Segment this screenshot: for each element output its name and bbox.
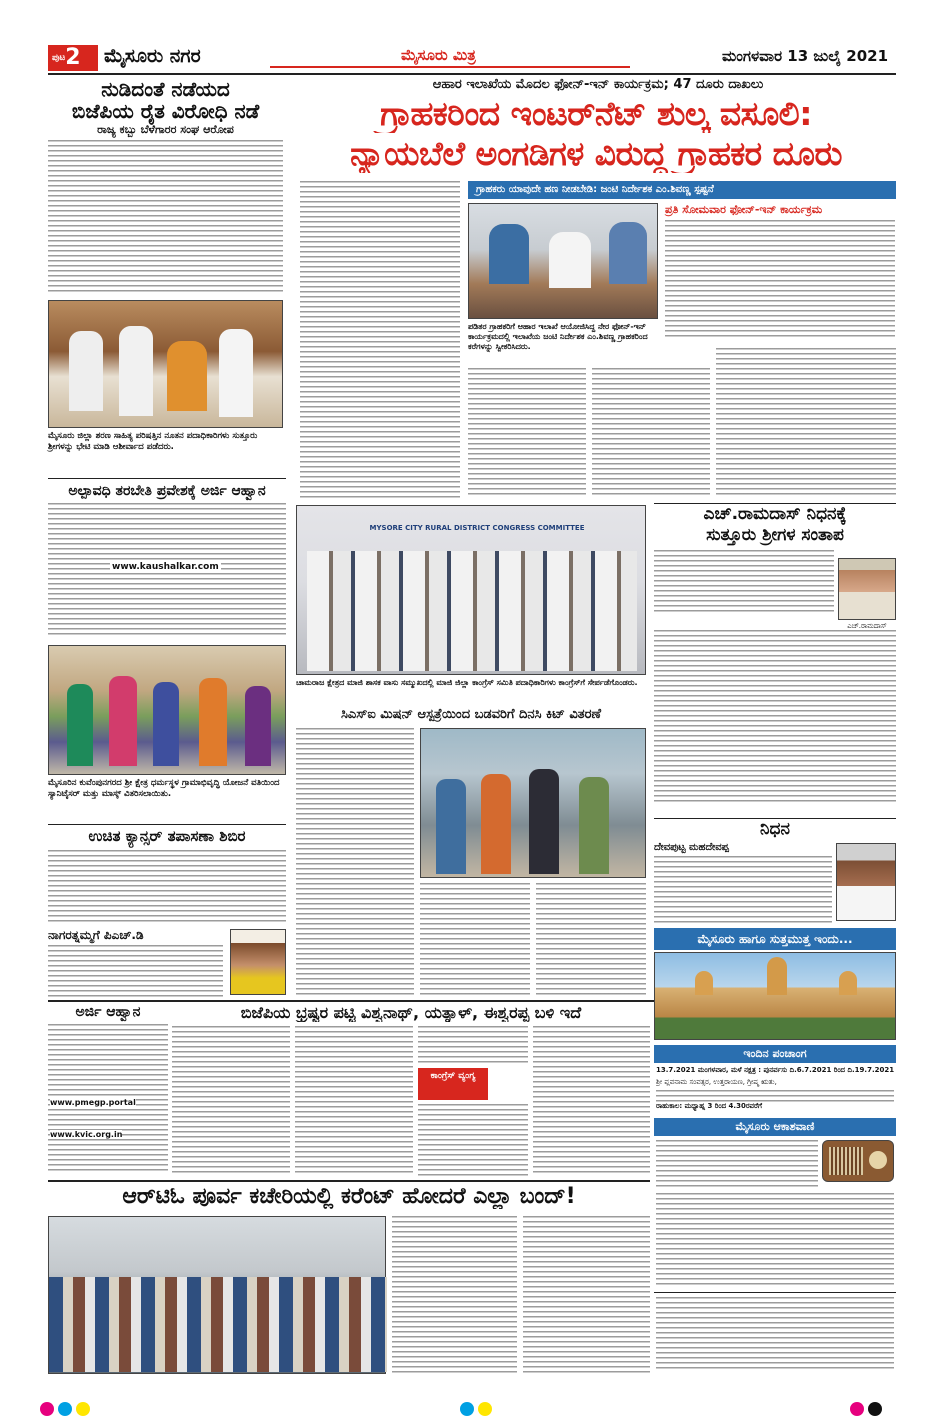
obituary-name: ದೇವಪುಟ್ಟ ಮಹದೇವಪ್ಪ <box>654 842 729 853</box>
ramdas-title-2: ಸುತ್ತೂರು ಶ್ರೀಗಳ ಸಂತಾಪ <box>706 525 844 545</box>
lead-photo <box>468 203 658 319</box>
lead-col-4 <box>592 368 710 498</box>
bjp-badge: ಕಾಂಗ್ರೆಸ್ ವ್ಯಂಗ್ಯ <box>418 1068 488 1100</box>
bjp-title: ಬಿಜೆಪಿಯ ಭ್ರಷ್ಟರ ಪಟ್ಟಿ ವಿಶ್ವನಾಥ್, ಯತ್ನಾಳ್, ಈಶ್ವರಪ್ಪ ಬಳಿ ಇದೆ <box>240 1004 582 1022</box>
ramdas-photo-label: ಎಚ್.ರಾಮದಾಸ್ <box>847 622 887 630</box>
lead-kicker: ಆಹಾರ ಇಲಾಖೆಯ ಮೊದಲ ಫೋನ್-ಇನ್ ಕಾರ್ಯಕ್ರಮ; 47 ದೂರು ದಾಖಲು <box>432 77 764 92</box>
phd-body <box>48 945 223 997</box>
notice-body <box>656 1297 894 1369</box>
lead-photo-caption: ಪಡಿತರ ಗ್ರಾಹಕರಿಗೆ ಆಹಾರ ಇಲಾಖೆ ಆಯೋಜಿಸಿದ್ದ ನೇರ ಫೋನ್-ಇನ್ ಕಾರ್ಯಕ್ರಮದಲ್ಲಿ ಇಲಾಖೆಯ ಜಂಟಿ ನಿರ್ದೇಶಕ ಎಂ.ಶಿವಣ್ಣ ಗ್ರಾಹಕರಿಂದ ಕರೆಗಳನ್ನು ಸ್ವೀಕರಿಸಿದರು. <box>468 322 648 351</box>
lead-strap: ಗ್ರಾಹಕರು ಯಾವುದೇ ಹಣ ನೀಡಬೇಡಿ: ಜಂಟಿ ನಿರ್ದೇಶಕ ಎಂ.ಶಿವಣ್ಣ ಸ್ಪಷ್ಟನೆ <box>468 181 896 199</box>
registration-mark <box>478 1402 492 1416</box>
divider <box>48 478 286 479</box>
panchanga-line-2: ಶ್ರೀ ಪ್ಲವನಾಮ ಸಂವತ್ಸರ, ಉತ್ತರಾಯಣ, ಗ್ರೀಷ್ಮ ಋತು, <box>656 1078 777 1086</box>
akashvani-title: ಮೈಸೂರು ಆಕಾಶವಾಣಿ <box>654 1118 896 1136</box>
registration-mark <box>58 1402 72 1416</box>
obituary-photo <box>836 843 896 921</box>
bjp-col-3 <box>418 1026 528 1066</box>
masthead: ಮೈಸೂರು ಮಿತ್ರ <box>395 47 482 64</box>
issue-date: ಮಂಗಳವಾರ 13 ಜುಲೈ 2021 <box>722 47 889 65</box>
application-site-2[interactable]: www.kvic.org.in <box>50 1130 123 1139</box>
section-title: ಮೈಸೂರು ನಗರ <box>104 45 201 67</box>
lead-box-body <box>665 220 895 340</box>
divider <box>48 1180 650 1182</box>
phd-title: ನಾಗರತ್ನಮ್ಮಗೆ ಪಿಎಚ್.ಡಿ <box>48 928 144 942</box>
bjp-col-1 <box>172 1026 290 1176</box>
registration-mark <box>40 1402 54 1416</box>
lead-col-1 <box>300 181 460 501</box>
divider <box>654 1292 896 1293</box>
congress-photo <box>296 505 646 675</box>
today-title: ಮೈಸೂರು ಹಾಗೂ ಸುತ್ತಮುತ್ತ ಇಂದು... <box>654 928 896 950</box>
ramdas-body-2 <box>654 630 896 805</box>
divider <box>48 824 286 825</box>
registration-mark <box>868 1402 882 1416</box>
article1-body <box>48 140 283 295</box>
rto-col-2 <box>523 1216 650 1374</box>
photo-caption-left2: ಮೈಸೂರಿನ ಕುವೆಂಪುನಗರದ ಶ್ರೀ ಕ್ಷೇತ್ರ ಧರ್ಮಸ್ಥಳ ಗ್ರಾಮಾಭಿವೃದ್ಧಿ ಯೋಜನೆ ವತಿಯಿಂದ ಸ್ಯಾನಿಟೈಸರ್ ಮತ್ತು ಮಾಸ್ಕ್ ವಿತರಿಸಲಾಯಿತು. <box>48 778 280 799</box>
obituary-title: ನಿಧನ <box>760 819 790 839</box>
congress-banner: MYSORE CITY RURAL DISTRICT CONGRESS COMMITTEE <box>369 524 585 532</box>
lead-headline-1: ಗ್ರಾಹಕರಿಂದ ಇಂಟರ್‌ನೆಟ್ ಶುಲ್ಕ ವಸೂಲಿ: <box>380 95 812 133</box>
ramdas-title-1: ಎಚ್.ರಾಮದಾಸ್ ನಿಧನಕ್ಕೆ <box>703 504 847 524</box>
header-rule <box>48 73 896 75</box>
registration-mark <box>76 1402 90 1416</box>
lead-headline-2: ನ್ಯಾಯಬೆಲೆ ಅಂಗಡಿಗಳ ವಿರುದ್ಧ ಗ್ರಾಹಕರ ದೂರು <box>350 135 842 173</box>
registration-mark <box>850 1402 864 1416</box>
article1-title-1: ನುಡಿದಂತೆ ನಡೆಯದ <box>101 77 230 101</box>
page-label: ಪುಟ <box>52 53 66 63</box>
registration-mark <box>460 1402 474 1416</box>
bjp-col-3b <box>418 1104 528 1176</box>
obituary-body <box>654 856 832 924</box>
lead-col-5 <box>716 348 896 498</box>
akashvani-body <box>656 1140 818 1190</box>
photo-caption-left: ಮೈಸೂರು ಜಿಲ್ಲಾ ಶರಣ ಸಾಹಿತ್ಯ ಪರಿಷತ್ತಿನ ನೂತನ ಪದಾಧಿಕಾರಿಗಳು ಸುತ್ತೂರು ಶ್ರೀಗಳನ್ನು ಭೇಟಿ ಮಾಡಿ ಆಶೀರ್ವಾದ ಪಡೆದರು. <box>48 431 258 452</box>
article1-title-2: ಬಿಜೆಪಿಯ ರೈತ ವಿರೋಧಿ ನಡೆ <box>71 99 260 123</box>
lead-box-title: ಪ್ರತಿ ಸೋಮವಾರ ಫೋನ್-ಇನ್ ಕಾರ್ಯಕ್ರಮ <box>665 203 823 216</box>
apprentice-url[interactable]: www.kaushalkar.com <box>112 562 219 572</box>
radio-icon <box>822 1140 894 1182</box>
cancer-body <box>48 850 286 925</box>
lead-col-3 <box>468 368 586 498</box>
csi-body <box>296 728 414 998</box>
csi-body-3 <box>536 883 646 998</box>
rto-col-1 <box>392 1216 517 1374</box>
ramdas-body <box>654 550 834 615</box>
panchanga-title: ಇಂದಿನ ಪಂಚಾಂಗ <box>654 1045 896 1063</box>
ramdas-photo <box>838 558 896 620</box>
sanitizer-photo <box>48 645 286 775</box>
bjp-col-2 <box>295 1026 413 1176</box>
application-title: ಅರ್ಜಿ ಆಹ್ವಾನ <box>75 1004 141 1020</box>
palace-photo <box>654 952 896 1040</box>
panchanga-line-1: 13.7.2021 ಮಂಗಳವಾರ, ಮಳೆ ನಕ್ಷತ್ರ : ಪುನರ್ವಸು ದಿ.6.7.2021 ರಿಂದ ದಿ.19.7.2021 <box>656 1066 895 1074</box>
phd-photo <box>230 929 286 995</box>
csi-body-2 <box>420 883 530 998</box>
rto-photo <box>48 1216 386 1374</box>
article1-photo <box>48 300 283 428</box>
congress-caption: ಚಾಮರಾಜ ಕ್ಷೇತ್ರದ ಮಾಜಿ ಶಾಸಕ ವಾಸು ಸಮ್ಮುಖದಲ್ಲಿ ಮಾಜಿ ಜಿಲ್ಲಾ ಕಾಂಗ್ರೆಸ್ ಸಮಿತಿ ಪದಾಧಿಕಾರಿಗಳು ಕಾಂಗ್ರೆಸ್‌ಗೆ ಸೇರ್ಪಡೆಗೊಂಡರು. <box>296 678 638 687</box>
page-number: 2 <box>65 45 81 70</box>
bjp-col-4 <box>533 1026 650 1176</box>
cancer-title: ಉಚಿತ ಕ್ಯಾನ್ಸರ್ ತಪಾಸಣಾ ಶಿಬಿರ <box>88 827 246 845</box>
application-site-1[interactable]: www.pmegp.portal <box>50 1098 136 1107</box>
panchanga-body <box>656 1090 894 1102</box>
panchanga-line-3: ರಾಹುಕಾಲ: ಮಧ್ಯಾಹ್ನ 3 ರಿಂದ 4.30ರವರೆಗೆ <box>656 1102 763 1110</box>
csi-title: ಸಿಎಸ್‌ಐ ಮಿಷನ್ ಆಸ್ಪತ್ರೆಯಿಂದ ಬಡವರಿಗೆ ದಿನಸಿ ಕಿಟ್ ವಿತರಣೆ <box>341 707 601 722</box>
akashvani-body-2 <box>656 1193 894 1288</box>
article1-subtitle: ರಾಜ್ಯ ಕಬ್ಬು ಬೆಳೆಗಾರರ ಸಂಘ ಆರೋಪ <box>97 123 234 136</box>
page-number-badge <box>48 45 98 71</box>
apprentice-title: ಅಲ್ಪಾವಧಿ ತರಬೇತಿ ಪ್ರವೇಶಕ್ಕೆ ಅರ್ಜಿ ಆಹ್ವಾನ <box>68 483 266 499</box>
csi-photo <box>420 728 646 878</box>
rto-title: ಆರ್‌ಟಿಓ ಪೂರ್ವ ಕಚೇರಿಯಲ್ಲಿ ಕರೆಂಟ್ ಹೋದರೆ ಎಲ್ಲಾ ಬಂದ್! <box>122 1184 576 1209</box>
